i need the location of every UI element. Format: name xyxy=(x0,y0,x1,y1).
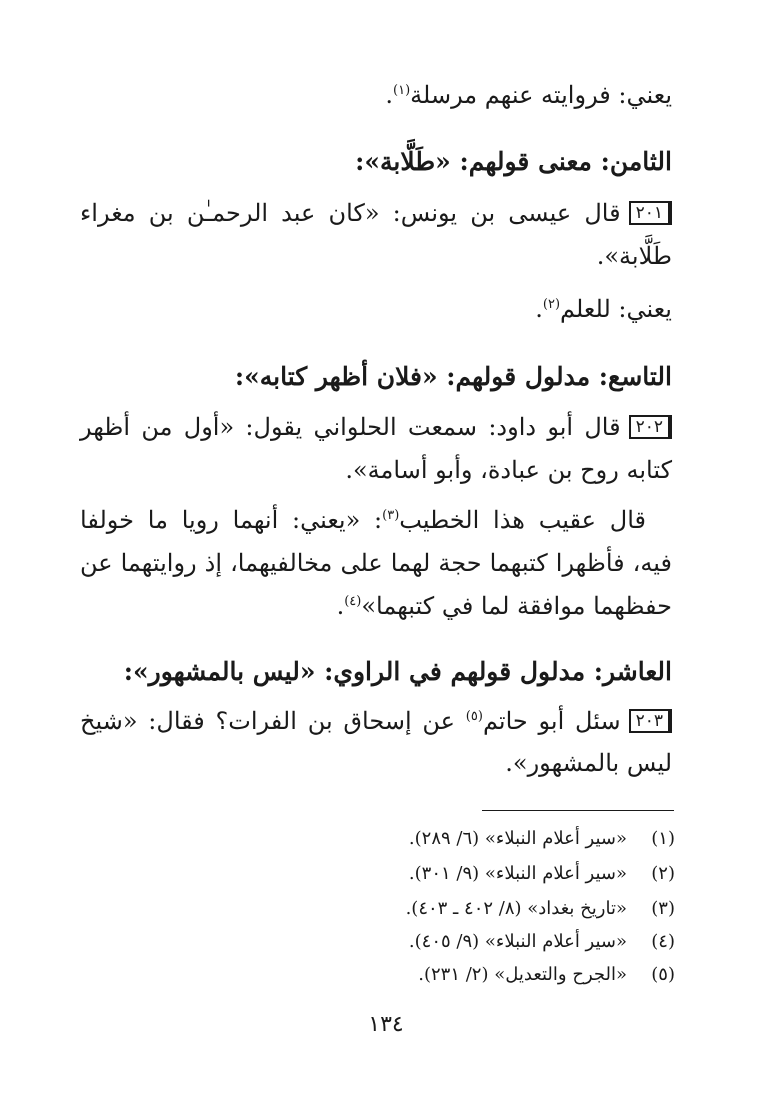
text: قال أبو داود: سمعت الحلواني يقول: «أول من أظهر xyxy=(80,413,621,441)
footnote-2 xyxy=(409,861,675,887)
footnote-text: «الجرح والتعديل» (٢/ ٢٣١). xyxy=(418,964,627,985)
line-201a xyxy=(80,196,672,230)
text: . xyxy=(535,295,543,323)
line-p3c xyxy=(337,589,672,623)
line-202b: كتابه روح بن عبادة، وأبو أسامة». xyxy=(345,456,672,484)
entry-number-box: ٢٠١ xyxy=(629,201,672,225)
footnote-5 xyxy=(418,962,675,988)
footnote-number: (٢) xyxy=(651,863,675,884)
footnote-4 xyxy=(409,929,675,955)
text: حفظهما موافقة لما في كتبهما» xyxy=(361,592,672,620)
footnote-ref: (٣) xyxy=(382,508,400,523)
footnote-ref: (٤) xyxy=(344,594,362,609)
text: عن إسحاق بن الفرات؟ فقال: «شيخ xyxy=(80,707,455,735)
line-202a xyxy=(80,410,672,444)
line-2 xyxy=(535,292,672,326)
heading-tenth: العاشر: مدلول قولهم في الراوي: «ليس بالمشهور»: xyxy=(123,657,672,686)
page-number: ١٣٤ xyxy=(368,1012,404,1037)
footnote-text: «سير أعلام النبلاء» (٩/ ٤٠٥). xyxy=(408,931,627,952)
footnote-text: «تاريخ بغداد» (٨/ ٤٠٢ ـ ٤٠٣). xyxy=(405,898,627,919)
footnote-separator xyxy=(482,810,674,811)
text: . xyxy=(385,81,393,109)
footnote-text: «سير أعلام النبلاء» (٦/ ٢٨٩). xyxy=(408,828,627,849)
footnote-number: (٥) xyxy=(651,964,675,985)
text: يعني: فروايته عنهم مرسلة xyxy=(410,81,672,109)
line-1 xyxy=(385,78,672,112)
footnote-3 xyxy=(406,896,675,922)
text: قال عقيب هذا الخطيب xyxy=(399,506,646,534)
footnote-ref: (١) xyxy=(393,83,411,98)
heading-ninth: التاسع: مدلول قولهم: «فلان أظهر كتابه»: xyxy=(234,362,672,391)
text: . xyxy=(336,592,345,620)
line-p3a xyxy=(80,503,672,537)
entry-number-box: ٢٠٣ xyxy=(629,709,672,733)
footnote-number: (٤) xyxy=(651,931,675,952)
footnote-1 xyxy=(409,826,675,852)
footnote-number: (١) xyxy=(651,828,675,849)
footnote-number: (٣) xyxy=(651,898,675,919)
text: يعني: للعلم xyxy=(560,295,672,323)
footnote-ref: (٥) xyxy=(465,709,483,724)
entry-number-box: ٢٠٢ xyxy=(629,415,672,439)
footnote-text: «سير أعلام النبلاء» (٩/ ٣٠١). xyxy=(408,863,627,884)
text: : «يعني: أنهما رويا ما خولفا xyxy=(80,506,383,534)
line-p3b: فيه، فأظهرا كتبهما حجة لهما على مخالفيهما، إذ روايتهما عن xyxy=(80,549,672,577)
footnote-ref: (٢) xyxy=(542,297,561,312)
line-203b: ليس بالمشهور». xyxy=(505,749,672,777)
heading-eighth: الثامن: معنى قولهم: «طَلَّابة»: xyxy=(355,147,672,176)
text: سئل أبو حاتم xyxy=(482,707,621,735)
line-201b: طَلَّابة». xyxy=(596,242,672,270)
line-203a xyxy=(80,704,672,738)
text: قال عيسى بن يونس: «كان عبد الرحمـٰن بن مغراء xyxy=(80,199,621,227)
